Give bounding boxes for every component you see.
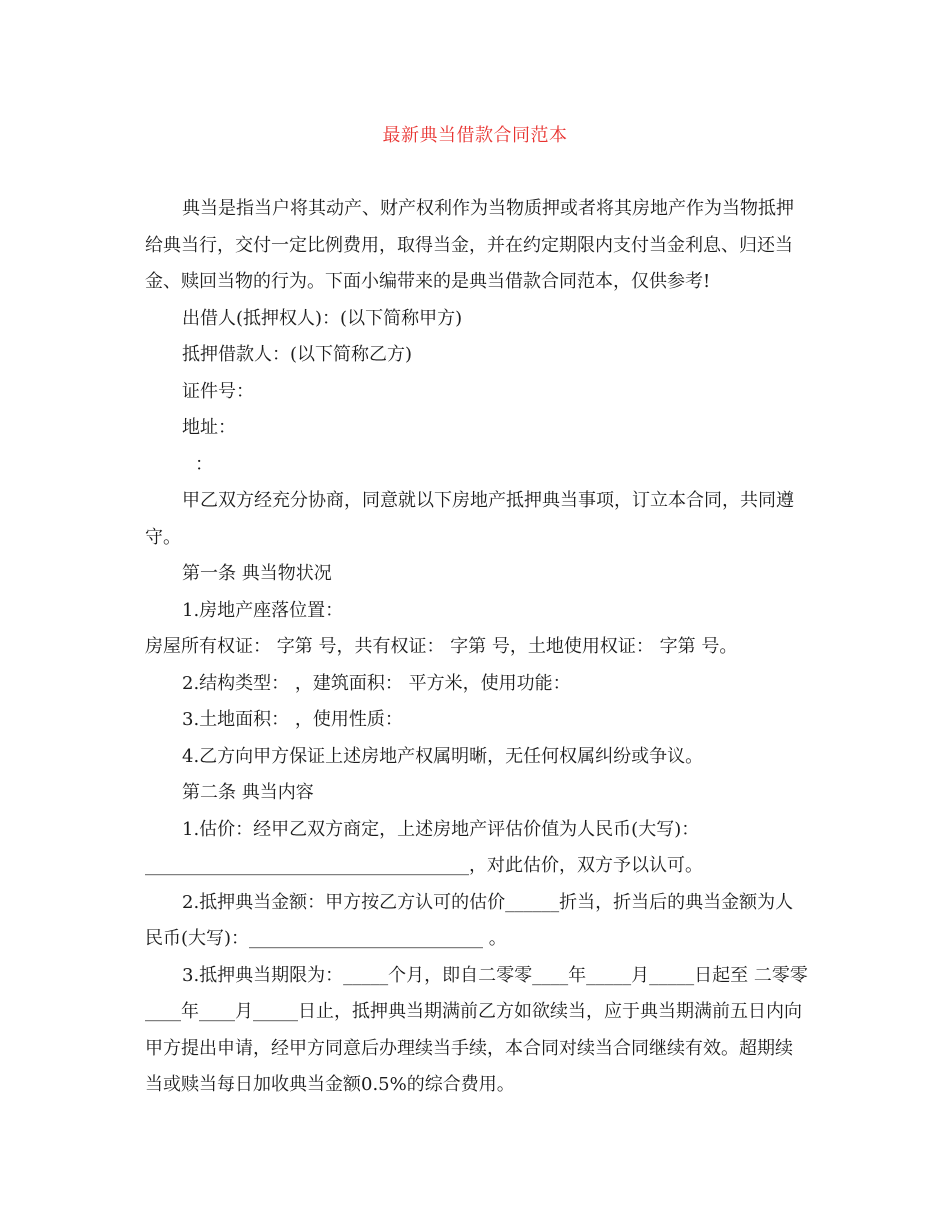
land-area-line: 3.土地面积： ，使用性质： — [182, 709, 403, 730]
property-location-line: 1.房地产座落位置： — [182, 599, 344, 621]
article-two-heading: 第二条 典当内容 — [182, 782, 314, 803]
id-number-line: 证件号： — [182, 380, 254, 402]
borrower-line: 抵押借款人：(以下简称乙方) — [182, 344, 413, 365]
article-one-heading: 第一条 典当物状况 — [182, 563, 332, 584]
pawn-term-paragraph: 3.抵押典当期限为：_____个月，即自二零零____年_____月_____日起至 二零零____年____月_____日止，抵押典当期满前乙方如欲续当，应于典当期满前五日内向甲方提出申请，经甲方同意后办理续当手续，本合同对续当合同继续有效。超期续当或赎当每日加收典当金额0.5%的综合费用。 — [145, 964, 808, 1095]
certificate-line: 房屋所有权证： 字第 号，共有权证： 字第 号，土地使用权证： 字第 号。 — [145, 636, 738, 657]
address-line: 地址： — [182, 417, 236, 438]
intro-paragraph: 典当是指当户将其动产、财产权利作为当物质押或者将其房地产作为当物抵押给典当行，交付一定比例费用，取得当金，并在约定期限内支付当金利息、归还当金、赎回当物的行为。下面小编带来的是典当借款合同范本，仅供参考! — [145, 198, 794, 292]
ownership-guarantee-line: 4.乙方向甲方保证上述房地产权属明晰，无任何权属纠纷或争议。 — [182, 745, 704, 767]
lender-line: 出借人(抵押权人)：(以下简称甲方) — [182, 307, 463, 329]
document-body — [145, 191, 810, 1104]
document-title: 最新典当借款合同范本 — [382, 125, 568, 146]
valuation-blank-line: ____________________________________，对此估价，双方予以认可。 — [145, 855, 703, 876]
pawn-amount-paragraph: 2.抵押典当金额：甲方按乙方认可的估价______折当，折当后的典当金额为人民币(大写)：__________________________ 。 — [145, 891, 794, 949]
valuation-line: 1.估价：经甲乙双方商定，上述房地产评估价值为人民币(大写)： — [182, 818, 700, 840]
blank-colon-line: ： — [195, 453, 213, 475]
structure-type-line: 2.结构类型： ，建筑面积： 平方米，使用功能： — [182, 672, 571, 694]
agreement-paragraph: 甲乙双方经充分协商，同意就以下房地产抵押典当事项，订立本合同，共同遵守。 — [145, 490, 794, 548]
